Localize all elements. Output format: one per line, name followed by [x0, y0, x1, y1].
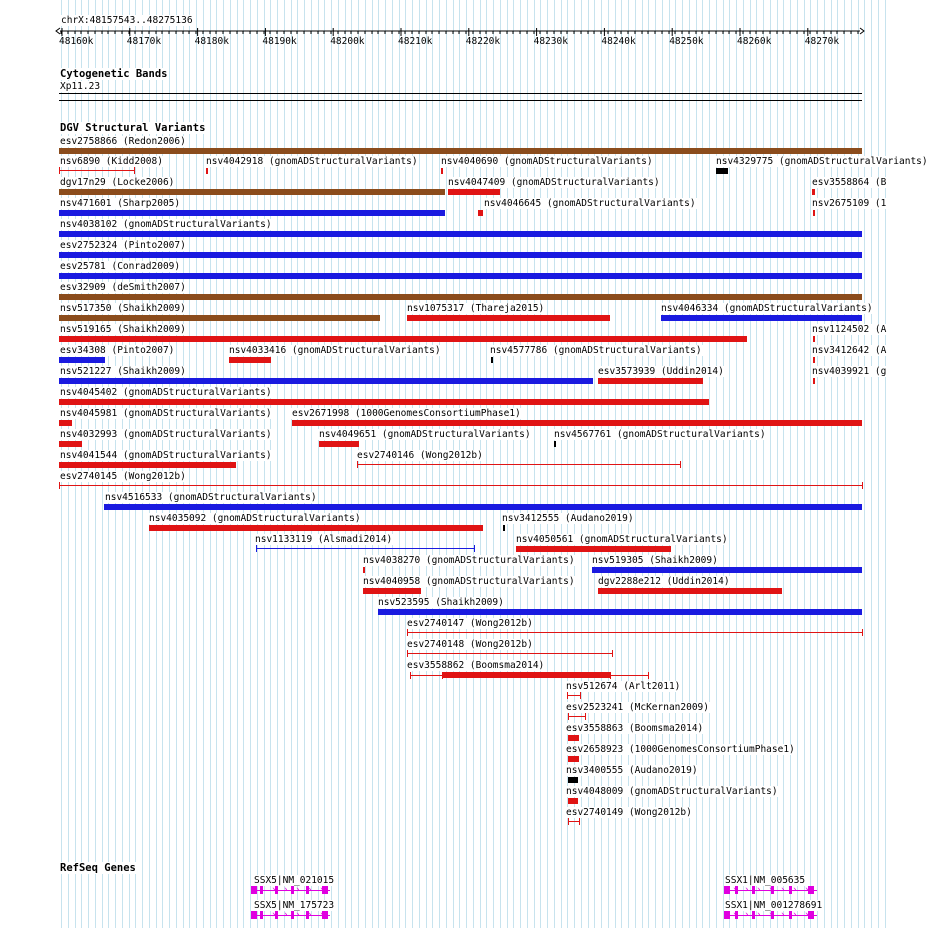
variant-label[interactable]: esv2758866 (Redon2006): [60, 136, 186, 147]
variant-feature[interactable]: [59, 420, 72, 426]
variant-label[interactable]: nsv3412555 (Audano2019): [502, 513, 634, 524]
variant-feature[interactable]: [59, 399, 709, 405]
variant-feature[interactable]: [59, 273, 862, 279]
strand-arrow-icon: ›: [307, 885, 313, 895]
cytoband-bar-top: [59, 93, 862, 94]
variant-feature[interactable]: [442, 672, 610, 678]
variant-label[interactable]: nsv4039921 (g: [812, 366, 887, 377]
variant-label[interactable]: nsv4033416 (gnomADStructuralVariants): [229, 345, 441, 356]
variant-label[interactable]: nsv4329775 (gnomADStructuralVariants): [716, 156, 928, 167]
variant-feature[interactable]: [292, 420, 862, 426]
ruler-tick-label: 48210k: [398, 36, 433, 47]
variant-label[interactable]: esv2740148 (Wong2012b): [407, 639, 533, 650]
strand-arrow-icon: ›: [271, 885, 277, 895]
variant-label[interactable]: nsv4046645 (gnomADStructuralVariants): [484, 198, 696, 209]
variant-feature[interactable]: [104, 504, 862, 510]
strand-arrow-icon: ›: [319, 885, 325, 895]
ruler-tick-label: 48230k: [533, 36, 568, 47]
variant-feature-end-tick: [59, 482, 60, 489]
strand-arrow-icon: ›: [307, 910, 313, 920]
variant-label[interactable]: nsv4040690 (gnomADStructuralVariants): [441, 156, 653, 167]
variant-feature[interactable]: [568, 777, 578, 783]
variant-feature-end-tick: [862, 482, 863, 489]
strand-arrow-icon: ›: [780, 910, 786, 920]
variant-feature[interactable]: [407, 632, 862, 633]
variant-feature[interactable]: [407, 315, 610, 321]
variant-label[interactable]: esv32909 (deSmith2007): [60, 282, 186, 293]
strand-arrow-icon: ›: [756, 885, 762, 895]
variant-label[interactable]: nsv4045402 (gnomADStructuralVariants): [60, 387, 272, 398]
variant-feature[interactable]: [59, 462, 236, 468]
strand-arrow-icon: ›: [756, 910, 762, 920]
variant-label[interactable]: esv2523241 (McKernan2009): [566, 702, 709, 713]
variant-label[interactable]: nsv4038102 (gnomADStructuralVariants): [60, 219, 272, 230]
variant-feature[interactable]: [59, 231, 862, 237]
strand-arrow-icon: ›: [804, 885, 810, 895]
position-ruler[interactable]: [0, 26, 890, 48]
gene-exon[interactable]: [291, 886, 294, 894]
variant-label[interactable]: esv2740146 (Wong2012b): [357, 450, 483, 461]
variant-feature[interactable]: [206, 168, 208, 174]
variant-feature[interactable]: [503, 525, 505, 531]
variant-feature[interactable]: [661, 315, 862, 321]
gene-exon[interactable]: [251, 911, 257, 919]
variant-label[interactable]: esv3558862 (Boomsma2014): [407, 660, 545, 671]
variant-feature-end-tick: [474, 545, 475, 552]
gene-exon[interactable]: [251, 886, 257, 894]
variant-feature[interactable]: [812, 189, 815, 195]
variant-feature[interactable]: [478, 210, 483, 216]
variant-feature[interactable]: [716, 168, 728, 174]
variant-feature[interactable]: [59, 210, 445, 216]
variant-label[interactable]: nsv4049651 (gnomADStructuralVariants): [319, 429, 531, 440]
variant-label[interactable]: esv25781 (Conrad2009): [60, 261, 181, 272]
variant-label[interactable]: esv3573939 (Uddin2014): [598, 366, 724, 377]
variant-feature-end-tick: [568, 713, 569, 720]
variant-label[interactable]: nsv519165 (Shaikh2009): [60, 324, 186, 335]
variant-label[interactable]: nsv3412642 (A: [812, 345, 887, 356]
variant-label[interactable]: esv2671998 (1000GenomesConsortiumPhase1): [292, 408, 521, 419]
variant-label[interactable]: esv34308 (Pinto2007): [60, 345, 175, 356]
strand-arrow-icon: ›: [780, 885, 786, 895]
variant-feature-segment[interactable]: [610, 675, 648, 676]
strand-arrow-icon: ›: [283, 910, 289, 920]
variant-feature[interactable]: [598, 588, 782, 594]
cytoband-bar-bottom: [59, 100, 862, 101]
cytogenetic-track-title: Cytogenetic Bands: [60, 68, 168, 80]
ruler-tick-label: 48250k: [669, 36, 704, 47]
variant-feature[interactable]: [554, 441, 556, 447]
variant-label[interactable]: nsv3400555 (Audano2019): [566, 765, 698, 776]
ruler-arrow-left: [56, 28, 60, 34]
variant-label[interactable]: nsv1075317 (Thareja2015): [407, 303, 545, 314]
variant-feature[interactable]: [363, 588, 421, 594]
variant-label[interactable]: nsv1133119 (Alsmadi2014): [255, 534, 393, 545]
variant-feature[interactable]: [229, 357, 271, 363]
ruler-tick-label: 48240k: [601, 36, 636, 47]
variant-label[interactable]: nsv4047409 (gnomADStructuralVariants): [448, 177, 660, 188]
variant-label[interactable]: esv2752324 (Pinto2007): [60, 240, 186, 251]
gene-label[interactable]: SSX1|NM_005635: [725, 875, 806, 886]
variant-feature-end-tick: [680, 461, 681, 468]
strand-arrow-icon: ›: [768, 910, 774, 920]
variant-feature-end-tick: [862, 629, 863, 636]
strand-arrow-icon: ›: [271, 910, 277, 920]
variant-feature[interactable]: [813, 336, 815, 342]
variant-feature[interactable]: [448, 189, 500, 195]
variant-label[interactable]: nsv471601 (Sharp2005): [60, 198, 181, 209]
variant-feature-segment-end-tick: [648, 672, 649, 679]
variant-label[interactable]: nsv4050561 (gnomADStructuralVariants): [516, 534, 728, 545]
ruler-tick-label: 48180k: [194, 36, 229, 47]
strand-arrow-icon: ›: [792, 910, 798, 920]
variant-feature[interactable]: [813, 210, 815, 216]
strand-arrow-icon: ›: [259, 910, 265, 920]
variant-label[interactable]: esv2740149 (Wong2012b): [566, 807, 692, 818]
variant-label[interactable]: nsv517350 (Shaikh2009): [60, 303, 186, 314]
strand-arrow-icon: ›: [768, 885, 774, 895]
variant-label[interactable]: esv3558864 (B: [812, 177, 887, 188]
variant-feature[interactable]: [256, 548, 474, 549]
variant-label[interactable]: nsv4567761 (gnomADStructuralVariants): [554, 429, 766, 440]
variant-feature[interactable]: [568, 756, 579, 762]
variant-feature-segment-end-tick: [610, 672, 611, 679]
ruler-tick-label: 48170k: [126, 36, 162, 47]
variant-label[interactable]: esv3558863 (Boomsma2014): [566, 723, 704, 734]
variant-feature[interactable]: [59, 252, 862, 258]
gene-exon[interactable]: [724, 911, 730, 919]
refseq-track-title: RefSeq Genes: [60, 862, 136, 874]
variant-feature-end-tick: [585, 713, 586, 720]
variant-feature[interactable]: [813, 357, 815, 363]
strand-arrow-icon: ›: [744, 885, 750, 895]
variant-feature[interactable]: [59, 315, 380, 321]
variant-feature-end-tick: [59, 167, 60, 174]
strand-arrow-icon: ›: [744, 910, 750, 920]
variant-feature[interactable]: [378, 609, 862, 615]
variant-feature[interactable]: [568, 821, 579, 822]
variant-feature[interactable]: [813, 378, 815, 384]
gene-exon[interactable]: [752, 886, 755, 894]
variant-feature[interactable]: [59, 441, 82, 447]
variant-feature[interactable]: [59, 189, 445, 195]
gene-label[interactable]: SSX5|NM_021015: [254, 875, 335, 886]
variant-label[interactable]: nsv1124502 (A: [812, 324, 887, 335]
variant-label[interactable]: nsv4038270 (gnomADStructuralVariants): [363, 555, 575, 566]
variant-feature[interactable]: [407, 653, 612, 654]
strand-arrow-icon: ›: [732, 885, 738, 895]
strand-arrow-icon: ›: [283, 885, 289, 895]
variant-label[interactable]: esv2740147 (Wong2012b): [407, 618, 533, 629]
variant-feature-end-tick: [568, 818, 569, 825]
variant-feature[interactable]: [59, 294, 862, 300]
gene-exon[interactable]: [724, 886, 730, 894]
variant-feature[interactable]: [516, 546, 671, 552]
strand-arrow-icon: ›: [792, 885, 798, 895]
variant-feature[interactable]: [568, 735, 579, 741]
strand-arrow-icon: ›: [804, 910, 810, 920]
variant-feature-end-tick: [579, 818, 580, 825]
variant-label[interactable]: nsv4042918 (gnomADStructuralVariants): [206, 156, 418, 167]
variant-feature[interactable]: [567, 695, 580, 696]
variant-label[interactable]: dgv17n29 (Locke2006): [60, 177, 175, 188]
variant-label[interactable]: nsv519305 (Shaikh2009): [592, 555, 718, 566]
variant-feature-segment-end-tick: [442, 672, 443, 679]
variant-feature-end-tick: [134, 167, 135, 174]
gene-exon[interactable]: [752, 911, 755, 919]
variant-feature-end-tick: [256, 545, 257, 552]
dgv-track-title: DGV Structural Variants: [60, 122, 206, 134]
strand-arrow-icon: ›: [295, 910, 301, 920]
ruler-tick-label: 48190k: [262, 36, 297, 47]
variant-feature[interactable]: [59, 148, 862, 154]
variant-feature[interactable]: [59, 336, 747, 342]
variant-feature[interactable]: [568, 716, 585, 717]
variant-feature[interactable]: [357, 464, 680, 465]
variant-label[interactable]: nsv523595 (Shaikh2009): [378, 597, 504, 608]
variant-feature-end-tick: [580, 692, 581, 699]
variant-label[interactable]: nsv4577786 (gnomADStructuralVariants): [490, 345, 702, 356]
variant-feature-end-tick: [612, 650, 613, 657]
variant-feature[interactable]: [319, 441, 359, 447]
variant-feature[interactable]: [363, 567, 365, 573]
variant-label[interactable]: esv2658923 (1000GenomesConsortiumPhase1): [566, 744, 795, 755]
variant-feature[interactable]: [59, 378, 593, 384]
variant-feature[interactable]: [592, 567, 862, 573]
variant-feature-segment[interactable]: [410, 675, 442, 676]
variant-feature[interactable]: [568, 798, 578, 804]
gene-label[interactable]: SSX1|NM_001278691: [725, 900, 823, 911]
variant-feature[interactable]: [59, 485, 862, 486]
variant-label[interactable]: nsv512674 (Arlt2011): [566, 681, 681, 692]
variant-feature[interactable]: [598, 378, 703, 384]
variant-label[interactable]: nsv521227 (Shaikh2009): [60, 366, 186, 377]
variant-label[interactable]: nsv6890 (Kidd2008): [60, 156, 163, 167]
strand-arrow-icon: ›: [732, 910, 738, 920]
ruler-tick-label: 48270k: [804, 36, 840, 47]
gene-label[interactable]: SSX5|NM_175723: [254, 900, 335, 911]
variant-feature-segment-end-tick: [410, 672, 411, 679]
variant-label[interactable]: nsv4040958 (gnomADStructuralVariants): [363, 576, 575, 587]
variant-feature[interactable]: [149, 525, 483, 531]
ruler-arrow-right: [860, 28, 864, 34]
variant-label[interactable]: dgv2288e212 (Uddin2014): [598, 576, 730, 587]
variant-feature-end-tick: [407, 650, 408, 657]
strand-arrow-icon: ›: [295, 885, 301, 895]
variant-feature[interactable]: [59, 357, 105, 363]
variant-label[interactable]: nsv4046334 (gnomADStructuralVariants): [661, 303, 873, 314]
strand-arrow-icon: ›: [319, 910, 325, 920]
variant-feature[interactable]: [441, 168, 443, 174]
ruler-tick-label: 48260k: [737, 36, 772, 47]
variant-label[interactable]: nsv4516533 (gnomADStructuralVariants): [105, 492, 317, 503]
variant-label[interactable]: nsv4048009 (gnomADStructuralVariants): [566, 786, 778, 797]
cytoband-label[interactable]: Xp11.23: [60, 81, 101, 92]
variant-feature-end-tick: [407, 629, 408, 636]
variant-label[interactable]: nsv4045981 (gnomADStructuralVariants): [60, 408, 272, 419]
strand-arrow-icon: ›: [259, 885, 265, 895]
variant-label[interactable]: nsv4032993 (gnomADStructuralVariants): [60, 429, 272, 440]
variant-feature[interactable]: [491, 357, 493, 363]
variant-feature-end-tick: [567, 692, 568, 699]
ruler-tick-label: 48200k: [330, 36, 365, 47]
gene-exon[interactable]: [291, 911, 294, 919]
ruler-tick-label: 48220k: [465, 36, 501, 47]
variant-label[interactable]: nsv4041544 (gnomADStructuralVariants): [60, 450, 272, 461]
variant-label[interactable]: nsv4035092 (gnomADStructuralVariants): [149, 513, 361, 524]
variant-label[interactable]: esv2740145 (Wong2012b): [60, 471, 186, 482]
region-label: chrX:48157543..48275136: [61, 15, 193, 26]
variant-label[interactable]: nsv2675109 (1: [812, 198, 887, 209]
variant-feature-end-tick: [357, 461, 358, 468]
variant-feature[interactable]: [59, 170, 134, 171]
ruler-tick-label: 48160k: [59, 36, 94, 47]
